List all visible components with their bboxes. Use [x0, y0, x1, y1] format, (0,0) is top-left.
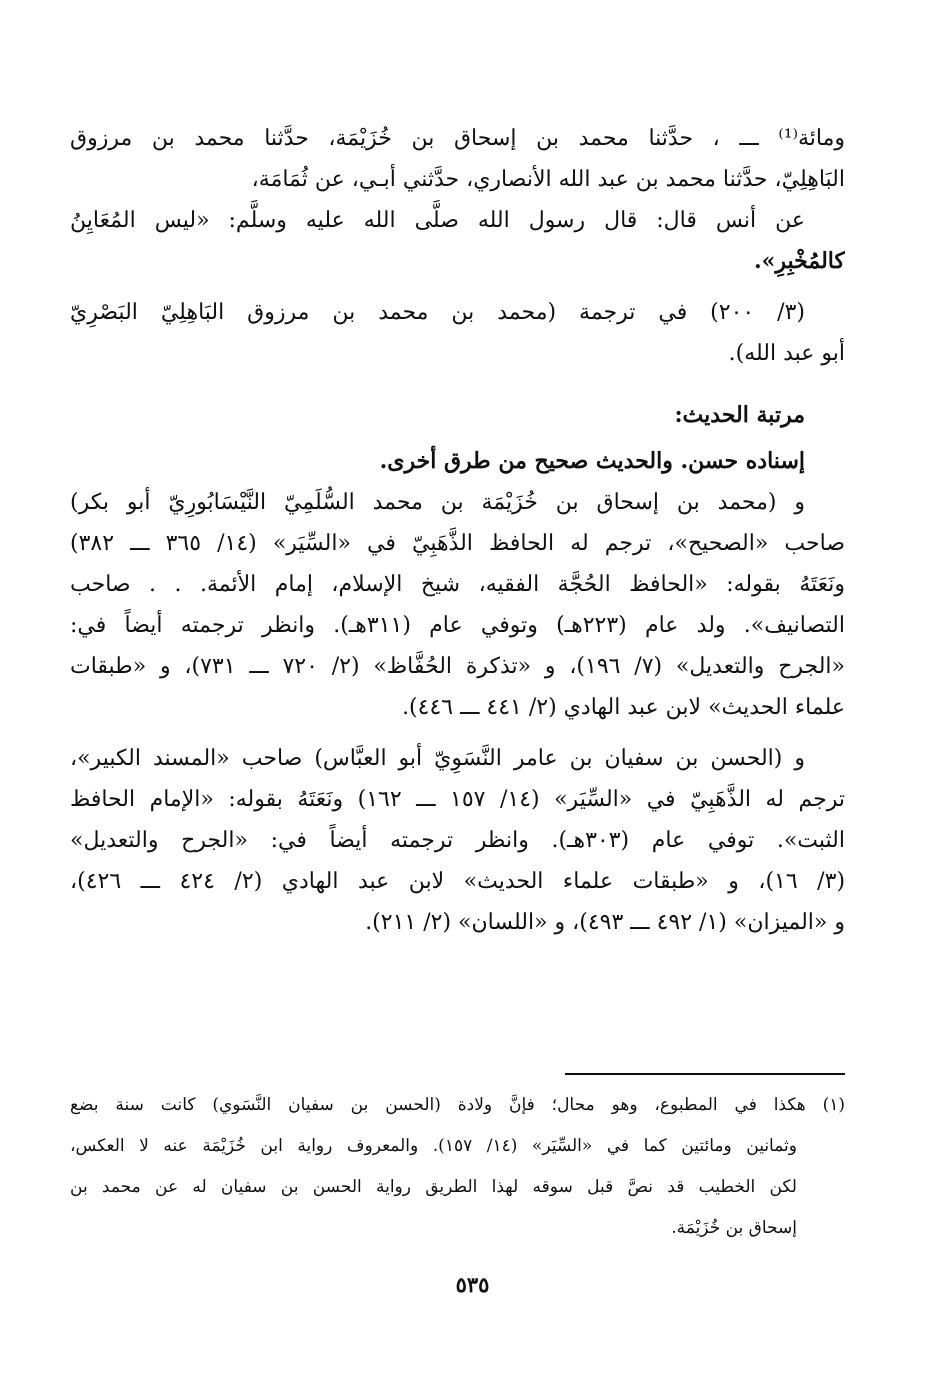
narrator-paragraph-line: التصانيف». ولد عام (٢٢٣هـ) وتوفي عام (٣١١هـ). وانظر ترجمته أيضاً في:: [70, 613, 845, 638]
narrator-paragraph-line: ترجم له الذَّهَبِيّ في «السِّيَر» (١٤/ ١٥٧ ـــ ١٦٢) ونَعَتَهُ بقوله: «الإمام الحافظ: [70, 787, 845, 812]
narrator-paragraph-line: صاحب «الصحيح»، ترجم له الحافظ الذَّهَبِيّ في «السِّيَر» (١٤/ ٣٦٥ ـــ ٣٨٢): [70, 531, 845, 556]
hadith-grade: إسناده حسن. والحديث صحيح من طرق أخرى.: [379, 448, 805, 474]
footnote-divider: [565, 1073, 845, 1075]
page-body: [70, 118, 845, 943]
narrator-paragraph-line: و (محمد بن إسحاق بن خُزَيْمَة بن محمد السُّلَمِيّ النَّيْسَابُورِيّ أبو بكر): [70, 490, 805, 515]
narrator-paragraph-line: «الجرح والتعديل» (٧/ ١٩٦)، و «تذكرة الحُفَّاظ» (٢/ ٧٢٠ ـــ ٧٣١)، و «طبقات: [70, 654, 845, 679]
narrator-paragraph-line: و «الميزان» (١/ ٤٩٢ ـــ ٤٩٣)، و «اللسان» (٢/ ٢١١).: [365, 910, 845, 935]
reference-line: أبو عبد الله).: [728, 341, 845, 366]
page-number: ٥٣٥: [455, 1272, 490, 1297]
narrator-paragraph-line: علماء الحديث» لابن عبد الهادي (٢/ ٤٤١ ـــ ٤٤٦).: [402, 695, 845, 720]
text-line: البَاهِلِيّ، حدَّثنا محمد بن عبد الله الأنصاري، حدَّثني أبـي، عن ثُمَامَة،: [251, 167, 845, 192]
footnote-line: لكن الخطيب قد نصَّ قبل سوقه لهذا الطريق رواية الحسن بن سفيان له عن محمد بن: [70, 1177, 797, 1197]
text-line: ومائة⁽¹⁾ ـــ ، حدَّثنا محمد بن إسحاق بن خُزَيْمَة، حدَّثنا محمد بن مرزوق: [70, 126, 845, 151]
section-heading: مرتبة الحديث:: [674, 402, 805, 428]
narrator-paragraph-line: الثبت». توفي عام (٣٠٣هـ). وانظر ترجمته أيضاً في: «الجرح والتعديل»: [70, 828, 845, 853]
narrator-paragraph-line: (٣/ ١٦)، و «طبقات علماء الحديث» لابن عبد الهادي (٢/ ٤٢٤ ـــ ٤٢٦)،: [70, 869, 845, 894]
narrator-paragraph-line: و (الحسن بن سفيان بن عامر النَّسَوِيّ أبو العبَّاس) صاحب «المسند الكبير»،: [70, 746, 805, 771]
hadith-text-line: كالمُخْبِرِ».: [754, 248, 845, 274]
footnote-line: (١) هكذا في المطبوع، وهو محال؛ فإنَّ ولادة (الحسن بن سفيان النَّسَوي) كانت سنة بضع: [70, 1095, 845, 1115]
narrator-paragraph-line: ونَعَتَهُ بقوله: «الحافظ الحُجَّة الفقيه، شيخ الإسلام، إمام الأئمة. . . صاحب: [70, 572, 845, 597]
hadith-text-line: عن أنس قال: قال رسول الله صلَّى الله عليه وسلَّم: «ليس المُعَايِنُ: [70, 208, 805, 233]
footnotes: [70, 1085, 845, 1249]
footnote-line: إسحاق بن خُزَيْمَة.: [671, 1218, 797, 1238]
reference-line: (٣/ ٢٠٠) في ترجمة (محمد بن محمد بن مرزوق البَاهِلِيّ البَصْرِيّ: [70, 300, 805, 325]
footnote-line: وثمانين ومائتين كما في «السِّيَر» (١٤/ ١٥٧). والمعروف رواية ابن خُزَيْمَة عنه لا العكس،: [70, 1136, 797, 1156]
